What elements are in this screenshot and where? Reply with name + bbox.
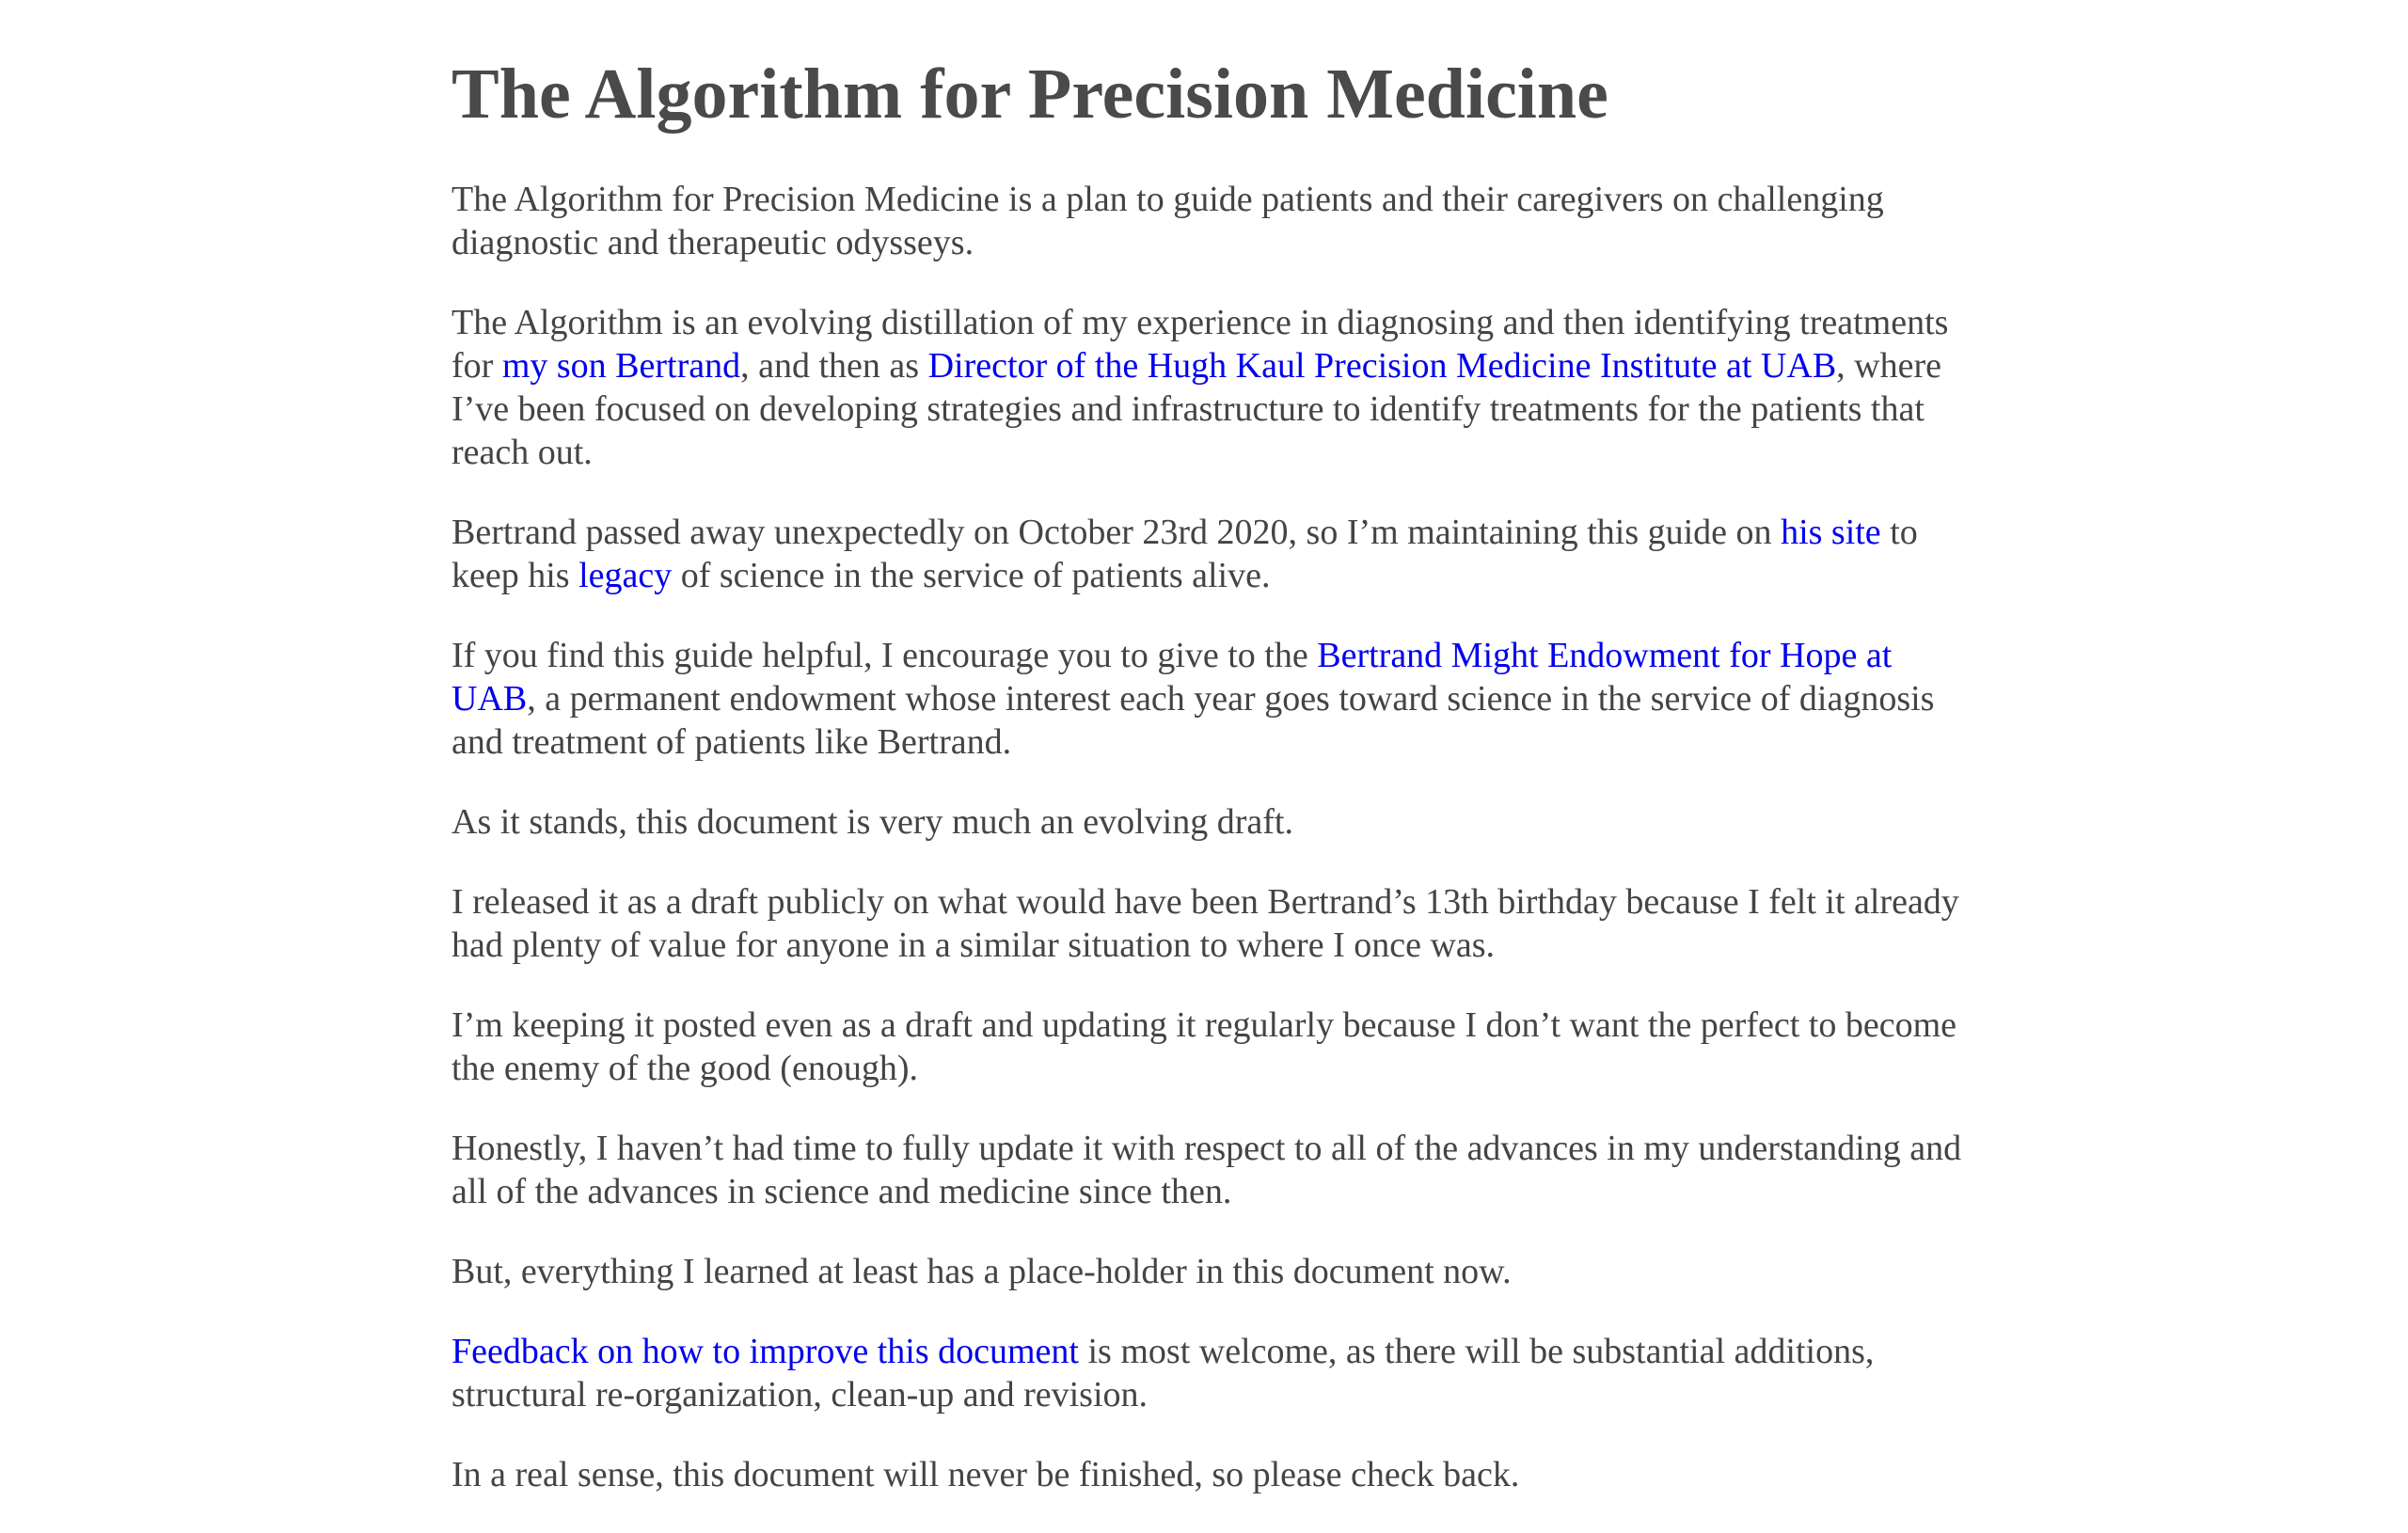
paragraph-text: In a real sense, this document will never be finished, so please check back. — [452, 1455, 1520, 1494]
paragraph-text: But, everything I learned at least has a place-holder in this document now. — [452, 1252, 1512, 1291]
article — [452, 0, 1966, 1533]
paragraph-text: , a permanent endowment whose interest each year goes toward science in the service of diagnosis and treatment of patients like Bertrand. — [452, 679, 1935, 762]
memorial-paragraph — [452, 511, 1966, 597]
paragraph-text: is most welcome, as there will be substantial additions, structural re-organization, clean-up and revision. — [452, 1332, 1875, 1414]
experience-paragraph — [452, 301, 1966, 474]
paragraph-text: The Algorithm for Precision Medicine is a plan to guide patients and their caregivers on challenging diagnostic and therapeutic odysseys. — [452, 180, 1884, 262]
honesty-paragraph — [452, 1127, 1966, 1213]
paragraph-text: If you find this guide helpful, I encourage you to give to the — [452, 636, 1318, 675]
director-institute-link[interactable]: Director of the Hugh Kaul Precision Medicine Institute at UAB — [927, 346, 1837, 386]
placeholder-paragraph — [452, 1250, 1966, 1293]
paragraph-text: As it stands, this document is very much an evolving draft. — [452, 802, 1293, 842]
legacy-link[interactable]: legacy — [578, 556, 673, 595]
endowment-link[interactable]: Bertrand Might Endowment for Hope at UAB — [452, 636, 1893, 719]
keeping-posted-paragraph — [452, 1004, 1966, 1090]
my-son-bertrand-link[interactable]: my son Bertrand — [501, 346, 741, 386]
his-site-link[interactable]: his site — [1781, 513, 1881, 552]
paragraph-text: I’m keeping it posted even as a draft and updating it regularly because I don’t want the perfect to become the enemy of the good (enough). — [452, 1005, 1956, 1088]
paragraph-text: to keep his — [452, 513, 1918, 595]
paragraph-text: The Algorithm is an evolving distillation of my experience in diagnosing and then identifying treatments for — [452, 303, 1949, 386]
paragraph-text: , and then as — [740, 346, 928, 386]
paragraph-text: Bertrand passed away unexpectedly on October 23rd 2020, so I’m maintaining this guide on — [452, 513, 1782, 552]
paragraph-text: , where I’ve been focused on developing strategies and infrastructure to identify treatments for the patients that reach out. — [452, 346, 1942, 472]
page-title: The Algorithm for Precision Medicine — [452, 55, 1608, 134]
paragraph-text: I released it as a draft publicly on what would have been Bertrand’s 13th birthday because I felt it already had plenty of value for anyone in a similar situation to where I once was. — [452, 882, 1959, 965]
paragraph-text: Honestly, I haven’t had time to fully update it with respect to all of the advances in my understanding and all of the advances in science and medicine since then. — [452, 1129, 1962, 1211]
feedback-paragraph — [452, 1330, 1966, 1416]
endowment-paragraph — [452, 634, 1966, 764]
check-back-paragraph — [452, 1453, 1966, 1496]
intro-paragraph — [452, 178, 1966, 264]
draft-status-paragraph — [452, 800, 1966, 844]
paragraph-text: of science in the service of patients alive. — [672, 556, 1271, 595]
feedback-link[interactable]: Feedback on how to improve this document — [452, 1332, 1079, 1371]
release-paragraph — [452, 880, 1966, 967]
